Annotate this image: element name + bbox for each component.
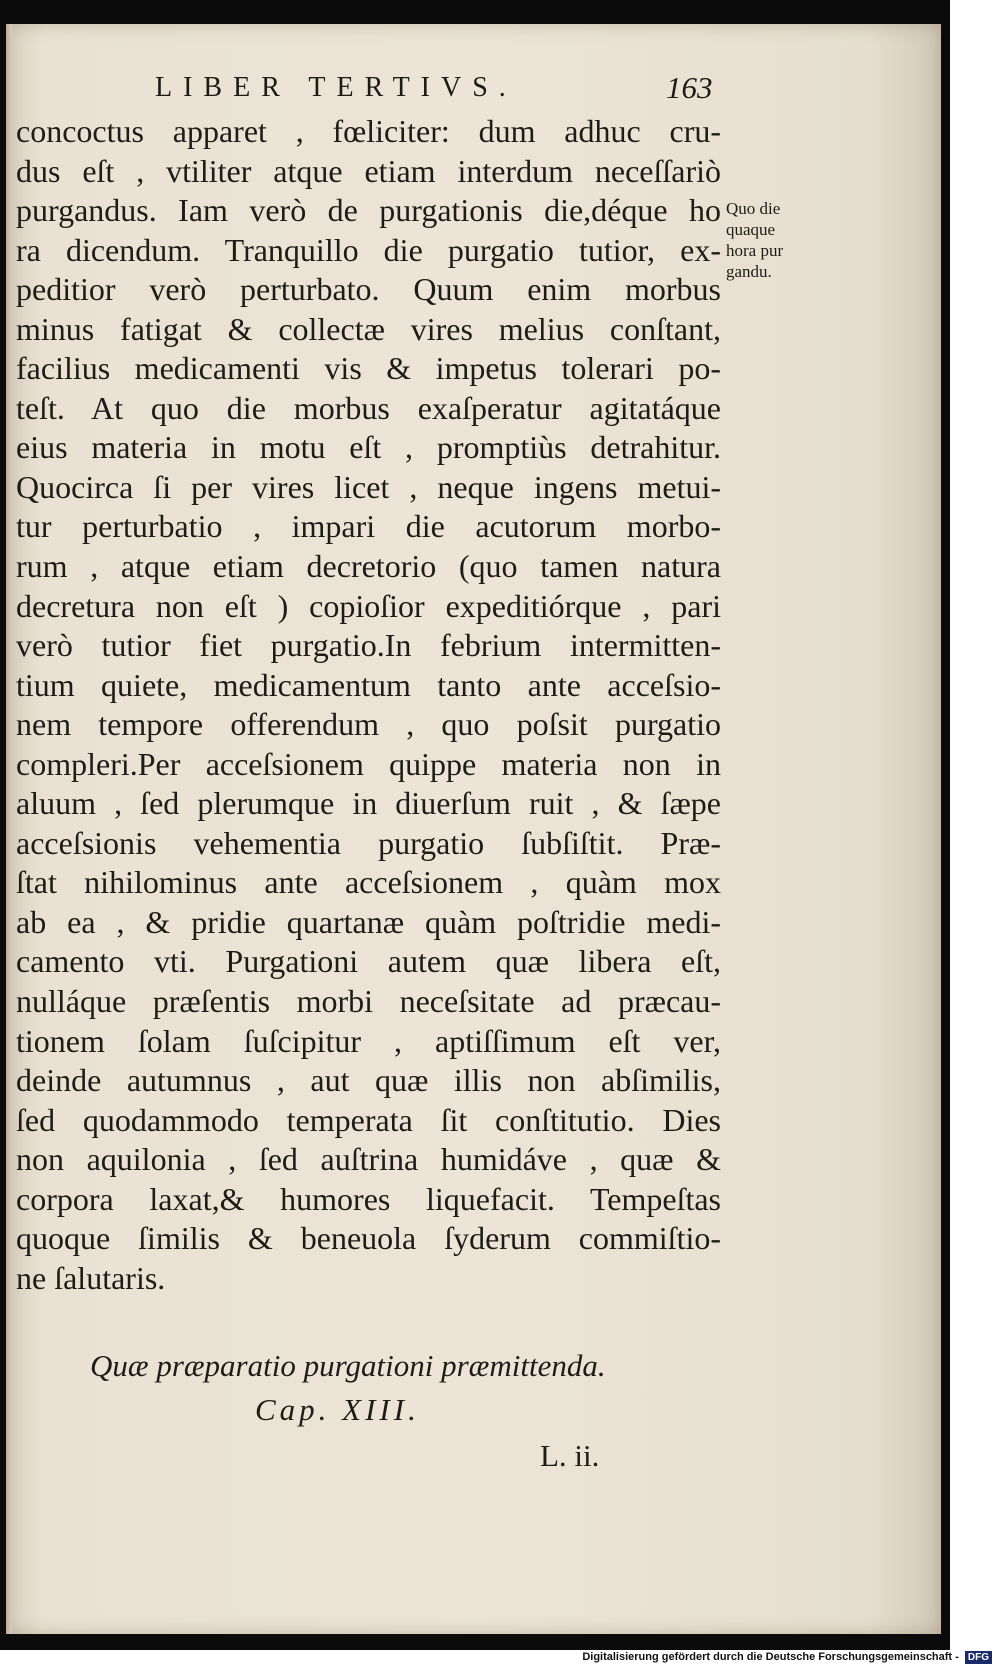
text-line: tionem ſolam ſuſcipitur , aptiſſimum eſt ver,: [16, 1022, 721, 1059]
text-line: rum , atque etiam decretorio (quo tamen natura: [16, 548, 721, 585]
footer-text: Digitalisierung gefördert durch die Deutsche Forschungsgemeinschaft -: [582, 1651, 959, 1663]
text-line: minus fatigat & collectæ vires melius conſtant,: [16, 310, 721, 347]
text-line: eius materia in motu eſt , promptiùs detrahitur.: [16, 429, 721, 466]
text-line: purgandus. Iam verò de purgationis die,déque ho: [16, 192, 721, 229]
text-line: teſt. At quo die morbus exaſperatur agitatáque: [16, 389, 721, 426]
text-line: ſtat nihilominus ante acceſsionem , quàm mox: [16, 864, 721, 901]
text-line: acceſsionis vehementia purgatio ſubſiſtit. Præ-: [16, 824, 721, 861]
text-line: facilius medicamenti vis & impetus tolerari po-: [16, 350, 721, 387]
text-line: deinde autumnus , aut quæ illis non abſimilis,: [16, 1062, 721, 1099]
chapter-heading: Quæ præparatio purgationi præmittenda.: [90, 1348, 606, 1383]
text-line: Quocirca ſi per vires licet , neque ingens metui-: [16, 468, 721, 505]
body-text: [16, 112, 721, 1298]
text-line: compleri.Per acceſsionem quippe materia non in: [16, 745, 721, 782]
marginal-note: [726, 198, 826, 282]
text-line: quoque ſimilis & beneuola ſyderum commiſtio-: [16, 1220, 721, 1257]
text-line: non aquilonia , ſed auſtrina humidáve , quæ &: [16, 1141, 721, 1178]
text-line: nem tempore offerendum , quo poſsit purgatio: [16, 706, 721, 743]
text-line: corpora laxat,& humores liquefacit. Tempeſtas: [16, 1180, 721, 1217]
signature-mark: L. ii.: [540, 1438, 600, 1473]
marginal-note-line: hora pur: [726, 241, 784, 260]
text-line: tur perturbatio , impari die acutorum morbo-: [16, 508, 721, 545]
text-line: tium quiete, medicamentum tanto ante acceſsio-: [16, 666, 721, 703]
chapter-number: Cap. XIII.: [255, 1392, 420, 1427]
text-line: camento vti. Purgationi autem quæ libera eſt,: [16, 943, 721, 980]
text-line: decretura non eſt ) copioſior expeditiórque , pari: [16, 587, 721, 624]
marginal-note-line: gandu.: [726, 262, 772, 281]
text-line: ne ſalutaris.: [16, 1259, 166, 1296]
text-line: ſed quodammodo temperata ſit conſtitutio. Dies: [16, 1101, 721, 1138]
marginal-note-line: Quo die: [726, 199, 781, 218]
footer-credit: [582, 1651, 992, 1664]
page-number: 163: [666, 70, 713, 105]
text-line: peditior verò perturbato. Quum enim morbus: [16, 271, 721, 308]
page-gutter-edge: [6, 24, 12, 1634]
text-line: dus eſt , vtiliter atque etiam interdum neceſſariò: [16, 152, 721, 189]
dfg-logo: DFG: [965, 1651, 992, 1664]
text-line: ra dicendum. Tranquillo die purgatio tutior, ex-: [16, 231, 721, 268]
text-line: concoctus apparet , fœliciter: dum adhuc cru-: [16, 113, 721, 149]
text-line: ab ea , & pridie quartanæ quàm poſtridie medi-: [16, 903, 721, 940]
running-head: LIBER TERTIVS.: [155, 72, 517, 103]
marginal-note-line: quaque: [726, 220, 776, 239]
text-line: aluum , ſed plerumque in diuerſum ruit , & ſæpe: [16, 785, 721, 822]
text-line: nulláque præſentis morbi neceſsitate ad præcau-: [16, 983, 721, 1020]
text-line: verò tutior fiet purgatio.In febrium intermitten-: [16, 627, 721, 664]
